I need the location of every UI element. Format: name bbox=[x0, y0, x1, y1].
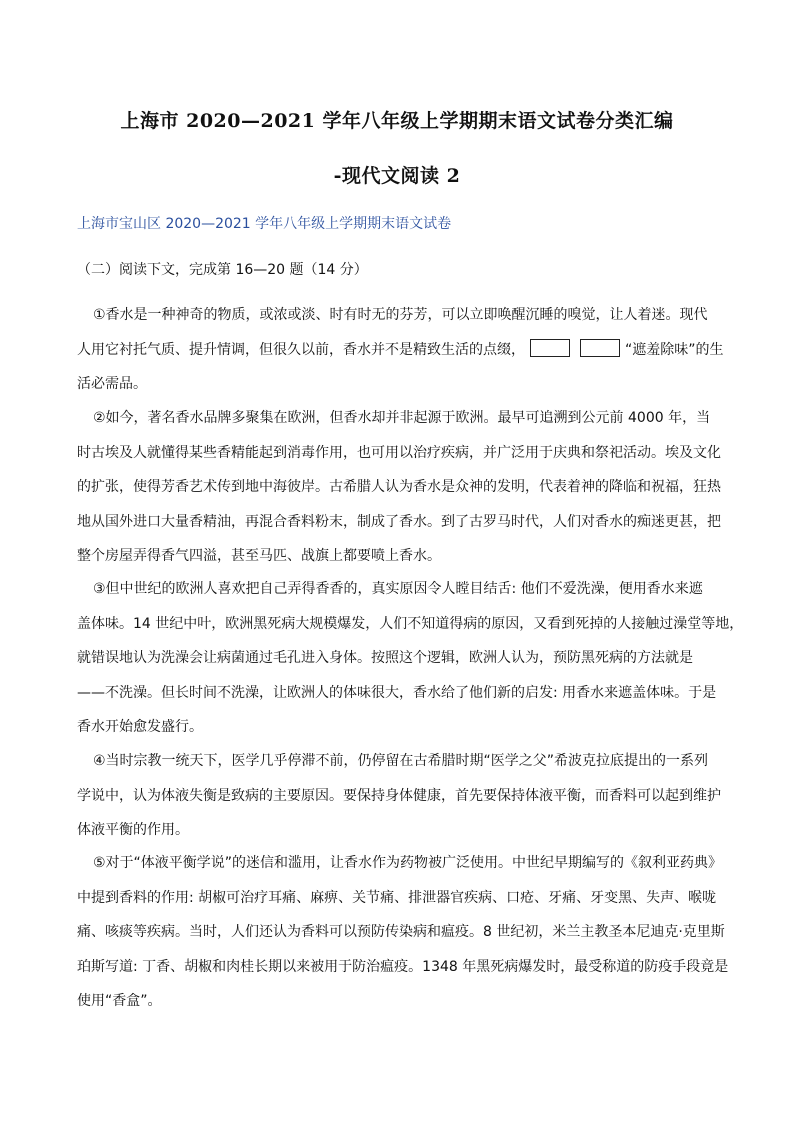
exam-source: 上海市宝山区 2020—2021 学年八年级上学期期末语文试卷 bbox=[77, 216, 452, 232]
paragraph-line: 的扩张，使得芳香艺术传到地中海彼岸。古希腊人认为香水是众神的发明，代表着神的降临和祝福，狂热 bbox=[77, 479, 721, 495]
paragraph-2 bbox=[77, 401, 721, 574]
paragraph-1 bbox=[77, 298, 724, 402]
answer-blank-1[interactable] bbox=[530, 339, 570, 357]
paragraph-line: 整个房屋弄得香气四溢，甚至马匹、战旗上都要喷上香水。 bbox=[77, 548, 441, 564]
paragraph-line: ③但中世纪的欧洲人喜欢把自己弄得香香的，真实原因令人瞠目结舌: 他们不爱洗澡，便用香水来遮 bbox=[93, 581, 703, 597]
paragraph-line: 盖体味。14 世纪中叶，欧洲黑死病大规模爆发，人们不知道得病的原因，又看到死掉的人接触过澡堂等地， bbox=[77, 615, 744, 632]
question-instruction: （二）阅读下文，完成第 16—20 题（14 分） bbox=[77, 262, 368, 278]
paragraph-5 bbox=[77, 846, 729, 1019]
paragraph-line: ①香水是一种神奇的物质，或浓或淡、时有时无的芬芳，可以立即唤醒沉睡的嗅觉，让人着迷。现代 bbox=[93, 307, 708, 323]
paragraph-3 bbox=[77, 572, 744, 745]
paragraph-text: “遮羞除味”的生 bbox=[625, 341, 724, 358]
paragraph-line: 时古埃及人就懂得某些香精能起到消毒作用，也可用以治疗疾病，并广泛用于庆典和祭祀活动。埃及文化 bbox=[77, 444, 721, 461]
paragraph-4 bbox=[77, 744, 721, 848]
paragraph-line: 香水开始愈发盛行。 bbox=[77, 719, 203, 735]
paragraph-line: 学说中，认为体液失衡是致病的主要原因。要保持身体健康，首先要保持体液平衡，而香料可以起到维护 bbox=[77, 787, 721, 804]
paragraph-line: ⑤对于“体液平衡学说”的迷信和滥用，让香水作为药物被广泛使用。中世纪早期编写的《叙利亚药典》 bbox=[93, 855, 723, 871]
paragraph-line: 使用“香盒”。 bbox=[77, 993, 162, 1009]
paragraph-line: ——不洗澡。但长时间不洗澡，让欧洲人的体味很大，香水给了他们新的启发: 用香水来遮盖体味。于是 bbox=[77, 684, 717, 701]
document-title-line2: -现代文阅读 2 bbox=[333, 165, 461, 187]
paragraph-line: 活必需品。 bbox=[77, 376, 147, 392]
paragraph-line: 珀斯写道: 丁香、胡椒和肉桂长期以来被用于防治瘟疫。1348 年黑死病爆发时，最受称道的防疫手段竟是 bbox=[77, 958, 729, 975]
paragraph-line: 体液平衡的作用。 bbox=[77, 822, 189, 838]
paragraph-line: ②如今，著名香水品牌多聚集在欧洲，但香水却并非起源于欧洲。最早可追溯到公元前 4000 年，当 bbox=[93, 410, 711, 426]
document-title-line1: 上海市 2020—2021 学年八年级上学期期末语文试卷分类汇编 bbox=[120, 110, 674, 132]
paragraph-line bbox=[77, 333, 724, 368]
paragraph-line: ④当时宗教一统天下，医学几乎停滞不前，仍停留在古希腊时期“医学之父”希波克拉底提出的一系列 bbox=[93, 753, 709, 769]
paragraph-line: 地从国外进口大量香精油，再混合香料粉末，制成了香水。到了古罗马时代，人们对香水的痴迷更甚，把 bbox=[77, 513, 721, 530]
paragraph-line: 就错误地认为洗澡会让病菌通过毛孔进入身体。按照这个逻辑，欧洲人认为，预防黑死病的方法就是 bbox=[77, 650, 693, 666]
answer-blank-2[interactable] bbox=[580, 339, 620, 357]
paragraph-line: 痛、咳痰等疾病。当时，人们还认为香料可以预防传染病和瘟疫。8 世纪初，米兰主教圣本尼迪克·克里斯 bbox=[77, 924, 725, 940]
paragraph-text: 人用它衬托气质、提升情调，但很久以前，香水并不是精致生活的点缀， bbox=[77, 341, 525, 358]
paragraph-line: 中提到香料的作用: 胡椒可治疗耳痛、麻痹、关节痛、排泄器官疾病、口疮、牙痛、牙变黑、失声、喉咙 bbox=[77, 889, 717, 906]
